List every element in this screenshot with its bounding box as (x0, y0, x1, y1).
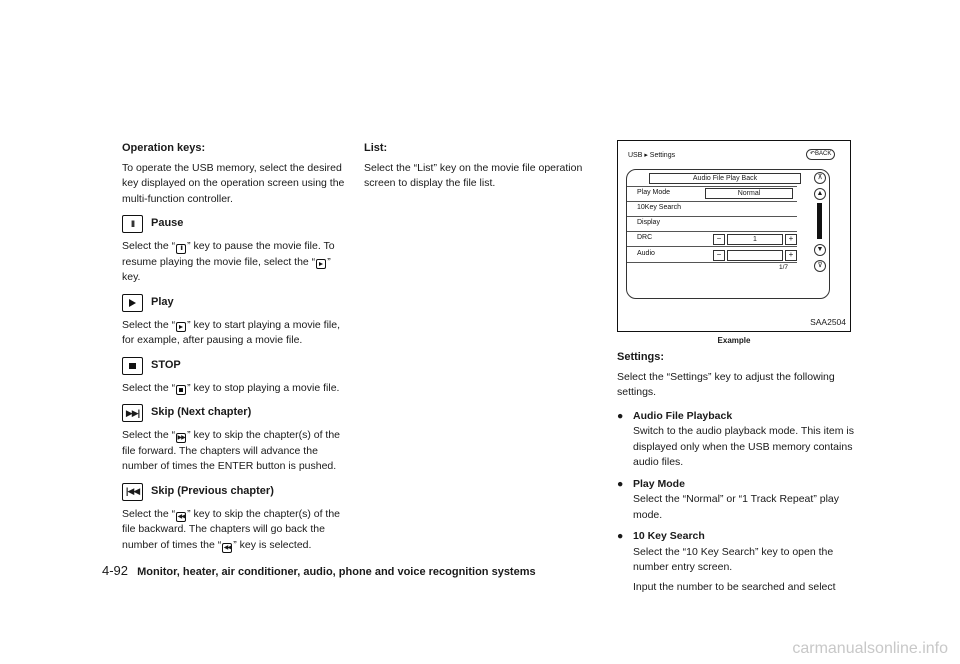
scroll-top-icon: ⊼ (814, 172, 826, 184)
back-arrow-icon: ↶ (810, 151, 816, 157)
heading-settings: Settings: (617, 351, 665, 363)
prev-chapter-text: Select the “ ◀◀ ” key to skip the chapter(s) of the file backward. The chapters will go back the number of times the “ ◀◀ ” key is selected. (122, 507, 341, 551)
skip-previous-key-icon: ◀◀ (177, 513, 185, 520)
back-button: ↶BACK (806, 149, 835, 160)
column-list (364, 141, 604, 200)
audio-file-playback-row: Audio File Play Back (649, 173, 801, 184)
settings-item-title: Play Mode (633, 477, 685, 490)
figure-code: SAA2504 (810, 317, 846, 327)
settings-screen-figure (617, 140, 851, 332)
bullet-icon: ● (617, 409, 624, 422)
scroll-up-icon: ▲ (814, 188, 826, 200)
next-chapter-text: Select the “ ▶▶ ” key to skip the chapter(s) of the file forward. The chapters will advance the number of times the ENTER button is pushed. (122, 429, 341, 472)
page-number: 4-92 (102, 563, 129, 578)
pause-heading (122, 215, 348, 233)
watermark: carmanualsonline.info (792, 640, 948, 657)
list-text: Select the “List” key on the movie file operation screen to display the file list. (364, 161, 583, 189)
row-display: Display (637, 219, 660, 226)
stop-label: STOP (151, 358, 181, 371)
settings-item-text: Select the “Normal” or “1 Track Repeat” play mode. (633, 493, 839, 521)
settings-intro: Select the “Settings” key to adjust the following settings. (617, 370, 835, 398)
audio-plus-icon: + (785, 250, 797, 261)
heading-list: List: (364, 142, 388, 154)
settings-item (617, 529, 855, 595)
pause-key-icon: II (176, 244, 186, 254)
audio-value-bar (727, 250, 783, 261)
row-play-mode: Play Mode (637, 189, 671, 196)
stop-heading (122, 357, 348, 375)
pause-label: Pause (151, 217, 184, 230)
scroll-bottom-icon: ⊽ (814, 260, 826, 272)
figure-breadcrumb: USB ▸ Settings (628, 152, 676, 159)
column-settings (617, 350, 855, 601)
play-key-icon (122, 294, 143, 312)
bullet-icon: ● (617, 477, 624, 490)
row-drc: DRC (637, 234, 653, 241)
skip-next-key-icon: ▶▶| (122, 404, 143, 422)
bullet-icon: ● (617, 530, 624, 542)
next-chapter-heading (122, 404, 348, 422)
section-title: Monitor, heater, air conditioner, audio, phone and voice recognition systems (137, 566, 536, 578)
settings-list-panel (626, 169, 830, 299)
stop-key-icon (122, 357, 143, 375)
play-label: Play (151, 295, 174, 308)
page-indicator: 1/7 (779, 264, 789, 271)
play-key-icon (176, 322, 186, 332)
drc-value: 1 (727, 234, 783, 245)
settings-item-text: Input the number to be searched and select (633, 580, 836, 593)
prev-chapter-label: Skip (Previous chapter) (151, 484, 274, 497)
row-audio: Audio (637, 250, 655, 257)
play-heading (122, 294, 348, 312)
prev-chapter-heading (122, 483, 348, 501)
skip-next-key-icon: ▶▶ (177, 435, 185, 441)
column-operation-keys (122, 141, 348, 561)
drc-minus-icon: − (713, 234, 725, 245)
intro-text: To operate the USB memory, select the desired key displayed on the operation screen using the multi-function controller. (122, 161, 345, 205)
settings-item-text: Switch to the audio playback mode. This item is displayed only when the USB memory contains audio files. (633, 425, 854, 468)
play-text: Select the “ ” key to start playing a movie file, for example, after pausing a movie file. (122, 318, 341, 346)
skip-previous-key-icon: |◀◀ (122, 483, 143, 501)
skip-previous-key-icon: ◀◀ (223, 544, 231, 551)
pause-text: Select the “ II ” key to pause the movie file. To resume playing the movie file, select the “ ” key. (122, 240, 335, 283)
settings-item-text: Select the “10 Key Search” key to open the number entry screen. (633, 545, 834, 573)
drc-plus-icon: + (785, 234, 797, 245)
settings-item (617, 409, 855, 471)
scroll-bar (817, 203, 822, 239)
settings-item-title: 10 Key Search (633, 530, 705, 542)
heading-operation-keys: Operation keys: (122, 142, 206, 154)
scroll-down-icon: ▼ (814, 244, 826, 256)
stop-key-icon (176, 385, 186, 395)
settings-item (617, 477, 855, 524)
figure-caption: Example (717, 336, 751, 345)
play-key-icon (316, 259, 326, 269)
pause-key-icon: II (122, 215, 143, 233)
settings-item-title: Audio File Playback (633, 409, 733, 422)
play-mode-value: Normal (705, 188, 793, 199)
row-10key-search: 10Key Search (637, 204, 681, 211)
page-footer (102, 563, 536, 578)
stop-text: Select the “ ” key to stop playing a movie file. (122, 381, 340, 394)
audio-minus-icon: − (713, 250, 725, 261)
next-chapter-label: Skip (Next chapter) (151, 406, 252, 419)
